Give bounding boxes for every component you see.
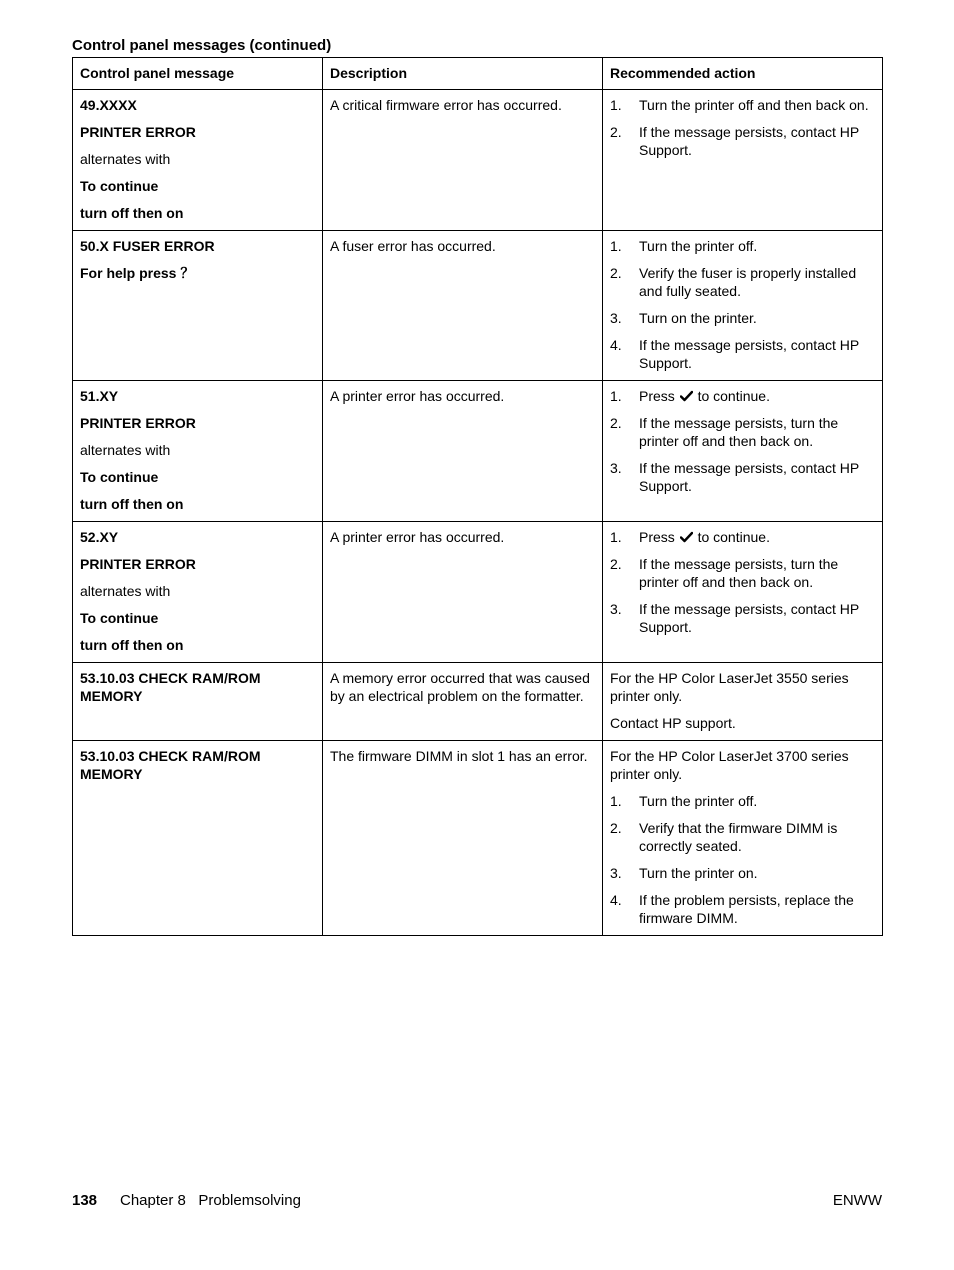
message-line: 53.10.03 CHECK RAM/ROM MEMORY: [80, 670, 261, 704]
description-cell: A memory error occurred that was caused by an electrical problem on the formatter.: [323, 663, 603, 741]
step-number: 3.: [610, 865, 622, 881]
step-text: If the message persists, contact HP Support.: [639, 601, 859, 635]
check-icon: [680, 531, 693, 543]
action-steps: [610, 237, 875, 372]
header-description: Description: [323, 58, 603, 90]
action-step: [610, 387, 875, 405]
message-line: PRINTER ERROR: [80, 124, 196, 140]
action-step: [610, 414, 875, 450]
step-text: If the message persists, turn the printer off and then back on.: [639, 415, 839, 449]
table-row: [73, 231, 883, 381]
action-step: [610, 600, 875, 636]
step-text: If the message persists, turn the printer off and then back on.: [639, 556, 839, 590]
message-cell: [73, 522, 323, 663]
action-step: [610, 336, 875, 372]
step-text: Press: [639, 388, 675, 404]
action-cell: [603, 90, 883, 231]
step-text: Turn on the printer.: [639, 310, 757, 326]
message-cell: [73, 741, 323, 936]
message-cell: [73, 231, 323, 381]
footer-right-label: ENWW: [832, 1192, 882, 1209]
message-line: alternates with: [80, 442, 171, 458]
description-cell: A printer error has occurred.: [323, 381, 603, 522]
message-line: 50.X FUSER ERROR: [80, 238, 215, 254]
step-number: 2.: [610, 820, 622, 836]
page-footer: [72, 1192, 882, 1212]
step-number: 3.: [610, 601, 622, 617]
message-line: turn off then on: [80, 496, 184, 512]
step-number: 1.: [610, 388, 622, 404]
control-panel-messages-table: [72, 57, 883, 936]
action-step: [610, 528, 875, 546]
table-body: [73, 90, 883, 936]
action-step: [610, 864, 875, 882]
message-line: turn off then on: [80, 637, 184, 653]
message-line: To continue: [80, 469, 159, 485]
message-line: PRINTER ERROR: [80, 415, 196, 431]
message-line: 49.XXXX: [80, 97, 137, 113]
step-text: Verify the fuser is properly installed and fully seated.: [639, 265, 857, 299]
step-text: If the problem persists, replace the firmware DIMM.: [639, 892, 854, 926]
table-row: [73, 381, 883, 522]
step-text: Turn the printer off.: [639, 238, 758, 254]
action-text: Contact HP support.: [610, 715, 736, 731]
description-cell: A fuser error has occurred.: [323, 231, 603, 381]
step-text: Turn the printer off.: [639, 793, 758, 809]
table-row: [73, 522, 883, 663]
header-message: Control panel message: [73, 58, 323, 90]
description-cell: The firmware DIMM in slot 1 has an error.: [323, 741, 603, 936]
step-number: 2.: [610, 556, 622, 572]
step-number: 1.: [610, 529, 622, 545]
message-cell: [73, 381, 323, 522]
step-number: 2.: [610, 265, 622, 281]
step-number: 4.: [610, 337, 622, 353]
action-cell: [603, 741, 883, 936]
step-text: Turn the printer on.: [639, 865, 758, 881]
action-cell: [603, 522, 883, 663]
message-line: 51.XY: [80, 388, 119, 404]
check-icon: [680, 390, 693, 402]
step-number: 1.: [610, 793, 622, 809]
table-header-row: [73, 58, 883, 90]
message-line: For help press ？: [80, 265, 195, 281]
step-text: If the message persists, contact HP Support.: [639, 337, 859, 371]
action-step: [610, 555, 875, 591]
table-caption: Control panel messages (continued): [72, 37, 332, 54]
action-cell: [603, 381, 883, 522]
action-step: [610, 309, 875, 327]
step-text: Verify that the firmware DIMM is correctly seated.: [639, 820, 838, 854]
message-line: To continue: [80, 610, 159, 626]
message-line: PRINTER ERROR: [80, 556, 196, 572]
action-steps: [610, 792, 875, 927]
step-text: Press: [639, 529, 675, 545]
step-text: If the message persists, contact HP Support.: [639, 460, 859, 494]
message-line: alternates with: [80, 583, 171, 599]
message-cell: [73, 663, 323, 741]
action-step: [610, 123, 875, 159]
page-number: 138: [72, 1192, 98, 1209]
message-line: 53.10.03 CHECK RAM/ROM MEMORY: [80, 748, 261, 782]
action-step: [610, 891, 875, 927]
table-row: [73, 741, 883, 936]
table-row: [73, 663, 883, 741]
chapter-label: Chapter 8 Problemsolving: [120, 1192, 301, 1209]
message-line: 52.XY: [80, 529, 119, 545]
step-number: 3.: [610, 460, 622, 476]
step-number: 2.: [610, 124, 622, 140]
table-row: [73, 90, 883, 231]
action-cell: [603, 663, 883, 741]
message-line: To continue: [80, 178, 159, 194]
step-number: 2.: [610, 415, 622, 431]
action-step: [610, 96, 875, 114]
message-line: turn off then on: [80, 205, 184, 221]
action-cell: [603, 231, 883, 381]
action-step: [610, 792, 875, 810]
action-step: [610, 237, 875, 255]
action-steps: [610, 96, 875, 159]
action-steps: [610, 387, 875, 495]
message-line: alternates with: [80, 151, 171, 167]
step-text: to continue.: [697, 529, 770, 545]
step-number: 1.: [610, 97, 622, 113]
action-text: For the HP Color LaserJet 3550 series printer only.: [610, 670, 849, 704]
action-steps: [610, 528, 875, 636]
step-text: If the message persists, contact HP Support.: [639, 124, 859, 158]
action-step: [610, 264, 875, 300]
step-text: to continue.: [697, 388, 770, 404]
action-text: For the HP Color LaserJet 3700 series printer only.: [610, 748, 849, 782]
step-text: Turn the printer off and then back on.: [639, 97, 869, 113]
action-step: [610, 819, 875, 855]
header-action: Recommended action: [603, 58, 883, 90]
step-number: 3.: [610, 310, 622, 326]
message-cell: [73, 90, 323, 231]
step-number: 4.: [610, 892, 622, 908]
description-cell: A critical firmware error has occurred.: [323, 90, 603, 231]
description-cell: A printer error has occurred.: [323, 522, 603, 663]
action-step: [610, 459, 875, 495]
step-number: 1.: [610, 238, 622, 254]
